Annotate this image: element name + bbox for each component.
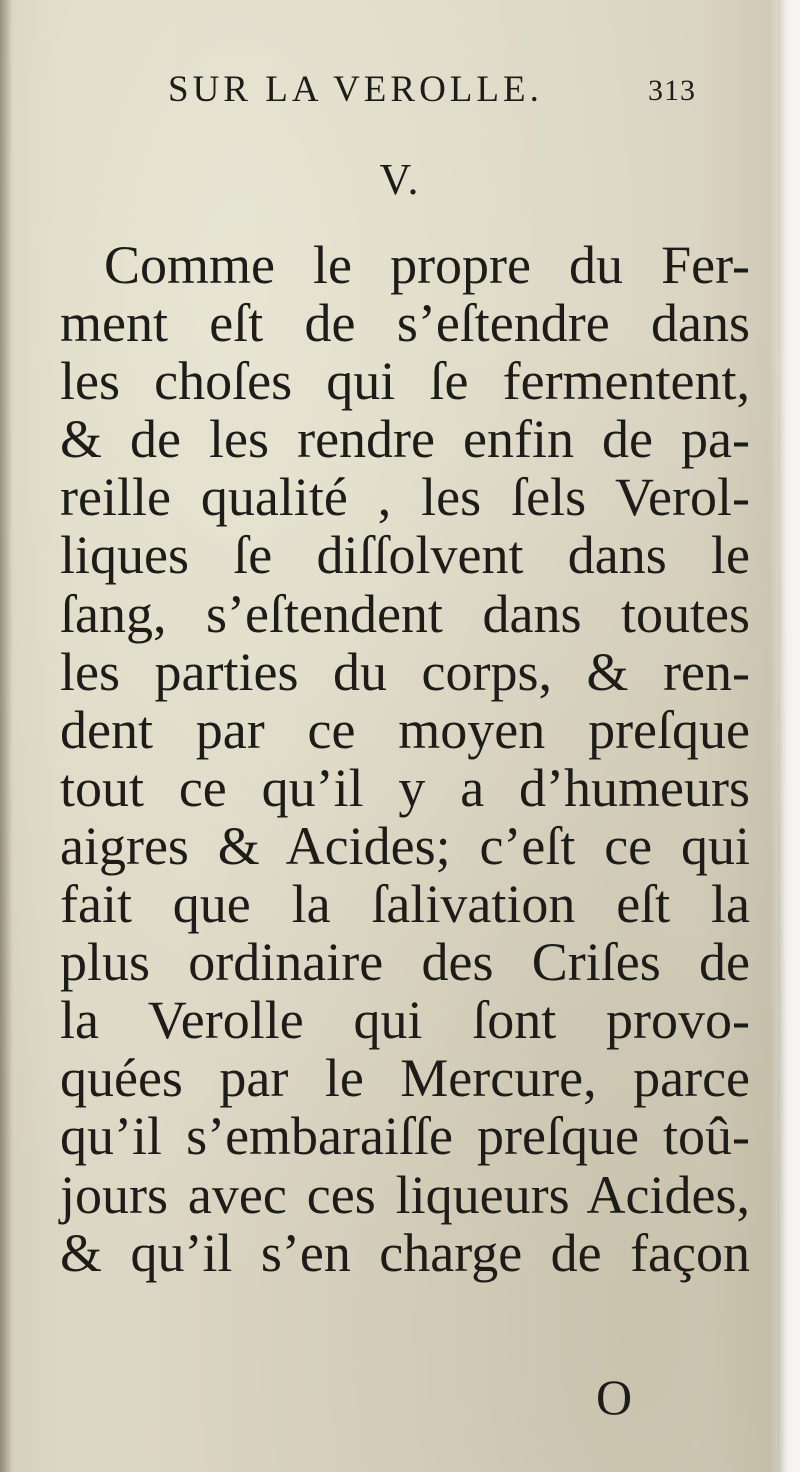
text-line: tout ce qu’il y a d’humeurs [60, 757, 750, 818]
text-line: fait que la ſalivation eſt la [60, 874, 750, 935]
text-line: aigres & Acides; c’eſt ce qui [60, 815, 750, 876]
body-text [60, 236, 750, 1282]
text-line: dent par ce moyen preſque [60, 699, 750, 760]
text-line: la Verolle qui ſont provo- [60, 990, 750, 1051]
running-head: SUR LA VEROLLE. [168, 69, 543, 110]
text-line: & qu’il s’en charge de façon [60, 1222, 750, 1283]
text-line: les choſes qui ſe fermentent, [60, 351, 750, 412]
signature-mark: O [596, 1369, 633, 1425]
text-line: jours avec ces liqueurs Acides, [60, 1164, 750, 1225]
text-line: ment eſt de s’eſtendre dans [60, 293, 750, 354]
text-line: reille qualité , les ſels Verol- [60, 467, 750, 528]
text-line: quées par le Mercure, parce [60, 1048, 750, 1109]
page-edge [778, 0, 800, 1472]
text-line: liques ſe diſſolvent dans le [60, 525, 750, 586]
page-number: 313 [648, 74, 696, 107]
text-line: Comme le propre du Fer- [104, 235, 750, 295]
spine-shadow [0, 0, 12, 1472]
section-number: V. [379, 155, 421, 204]
text-line: qu’il s’embaraiſſe preſque toû- [60, 1106, 750, 1167]
text-line: ſang, s’eſtendent dans toutes [60, 583, 750, 644]
text-line: les parties du corps, & ren- [60, 641, 750, 702]
text-line: & de les rendre enfin de pa- [60, 409, 750, 470]
text-line: plus ordinaire des Criſes de [60, 932, 750, 993]
